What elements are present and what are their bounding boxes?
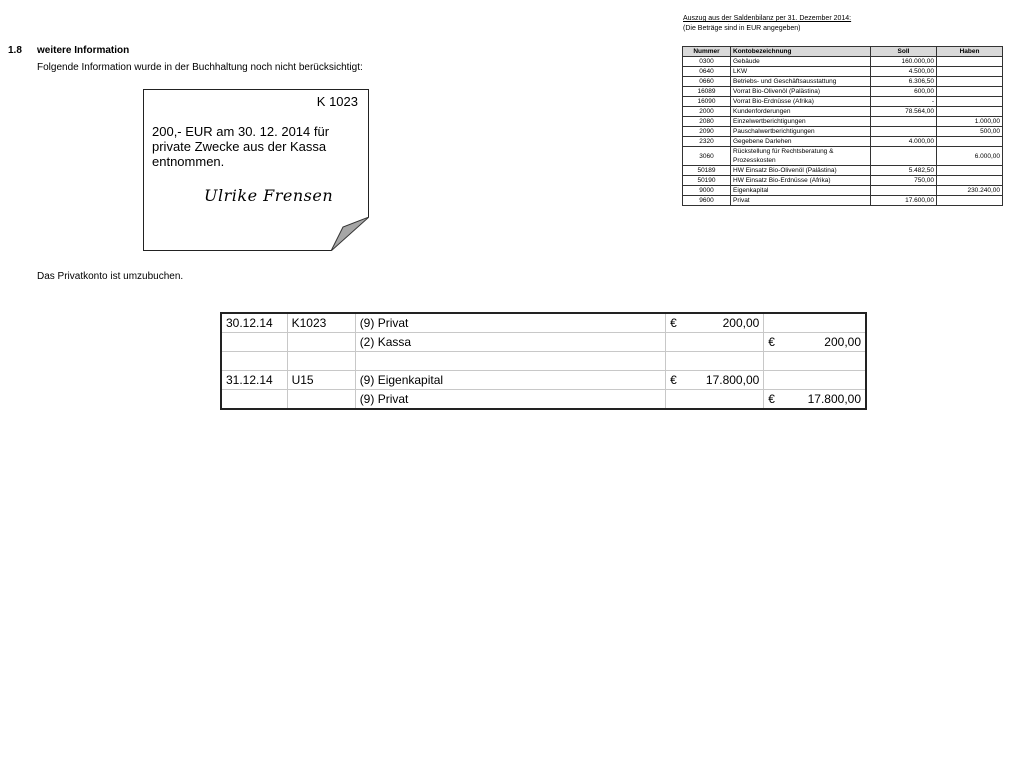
credit bbox=[764, 390, 866, 410]
journal-row bbox=[221, 313, 866, 333]
account-number: 50190 bbox=[683, 176, 731, 186]
credit-amount bbox=[937, 77, 1003, 87]
debit-amount bbox=[871, 186, 937, 196]
account: (2) Kassa bbox=[355, 333, 665, 352]
trial-balance-row bbox=[683, 166, 1003, 176]
account-number: 9600 bbox=[683, 196, 731, 206]
account-number: 3060 bbox=[683, 147, 731, 166]
trial-balance-row bbox=[683, 77, 1003, 87]
amount: 17.800,00 bbox=[705, 373, 760, 387]
column-header: Nummer bbox=[683, 47, 731, 57]
trial-balance-row bbox=[683, 147, 1003, 166]
account-name: Rückstellung für Rechtsberatung & Prozesskosten bbox=[731, 147, 871, 166]
account: (9) Eigenkapital bbox=[355, 371, 665, 390]
account-number: 0660 bbox=[683, 77, 731, 87]
voucher-number: U15 bbox=[287, 371, 355, 390]
credit bbox=[764, 313, 866, 333]
trial-balance-row bbox=[683, 67, 1003, 77]
receipt-note bbox=[143, 89, 369, 251]
trial-balance-row bbox=[683, 117, 1003, 127]
account-number: 2000 bbox=[683, 107, 731, 117]
account-number: 9000 bbox=[683, 186, 731, 196]
credit-amount bbox=[937, 166, 1003, 176]
account-name: HW Einsatz Bio-Olivenöl (Palästina) bbox=[731, 166, 871, 176]
credit-amount bbox=[937, 97, 1003, 107]
credit-amount bbox=[937, 176, 1003, 186]
debit bbox=[666, 371, 764, 390]
voucher-number: K1023 bbox=[287, 313, 355, 333]
account-name: Eigenkapital bbox=[731, 186, 871, 196]
debit-amount: 4.500,00 bbox=[871, 67, 937, 77]
intro-text: Folgende Information wurde in der Buchhaltung noch nicht berücksichtigt: bbox=[37, 62, 363, 73]
debit bbox=[666, 390, 764, 410]
credit-amount bbox=[937, 57, 1003, 67]
debit bbox=[666, 313, 764, 333]
debit-amount: 78.564,00 bbox=[871, 107, 937, 117]
credit-amount bbox=[937, 137, 1003, 147]
account-name: Gebäude bbox=[731, 57, 871, 67]
credit-amount bbox=[937, 87, 1003, 97]
account-number: 2080 bbox=[683, 117, 731, 127]
currency-symbol: € bbox=[768, 392, 775, 406]
debit-amount: 160.000,00 bbox=[871, 57, 937, 67]
trial-balance-row bbox=[683, 137, 1003, 147]
account-number: 16090 bbox=[683, 97, 731, 107]
journal-row bbox=[221, 333, 866, 352]
amount: 200,00 bbox=[722, 316, 760, 330]
debit-amount bbox=[871, 117, 937, 127]
account-name: Kundenforderungen bbox=[731, 107, 871, 117]
receipt-text: 200,- EUR am 30. 12. 2014 für private Zwecke aus der Kassa entnommen. bbox=[152, 124, 330, 169]
trial-balance-row bbox=[683, 97, 1003, 107]
account-number: 16089 bbox=[683, 87, 731, 97]
signature: Ulrike Frensen bbox=[204, 186, 334, 205]
account-number: 0640 bbox=[683, 67, 731, 77]
account-number: 2090 bbox=[683, 127, 731, 137]
trial-balance-caption-title: Auszug aus der Saldenbilanz per 31. Dezember 2014: bbox=[683, 15, 852, 22]
account-name: Gegebene Darlehen bbox=[731, 137, 871, 147]
trial-balance-row bbox=[683, 176, 1003, 186]
receipt-reference: K 1023 bbox=[316, 94, 358, 109]
entry-date bbox=[221, 352, 287, 371]
debit-amount: - bbox=[871, 97, 937, 107]
trial-balance-row bbox=[683, 127, 1003, 137]
debit-amount: 4.000,00 bbox=[871, 137, 937, 147]
amount: 17.800,00 bbox=[807, 392, 861, 406]
entry-date: 31.12.14 bbox=[221, 371, 287, 390]
section-number: 1.8 bbox=[8, 45, 22, 56]
currency-symbol: € bbox=[670, 373, 677, 387]
account-number: 50189 bbox=[683, 166, 731, 176]
column-header: Kontobezeichnung bbox=[731, 47, 871, 57]
account-name: HW Einsatz Bio-Erdnüsse (Afrika) bbox=[731, 176, 871, 186]
journal-row bbox=[221, 390, 866, 410]
debit-amount: 17.600,00 bbox=[871, 196, 937, 206]
debit bbox=[666, 333, 764, 352]
trial-balance-caption-note: (Die Beträge sind in EUR angegeben) bbox=[683, 25, 801, 32]
account-name: Privat bbox=[731, 196, 871, 206]
debit-amount bbox=[871, 147, 937, 166]
debit-amount: 5.482,50 bbox=[871, 166, 937, 176]
trial-balance-row bbox=[683, 196, 1003, 206]
voucher-number bbox=[287, 390, 355, 410]
debit-amount bbox=[871, 127, 937, 137]
journal-row bbox=[221, 352, 866, 371]
trial-balance-table bbox=[682, 46, 1003, 206]
credit bbox=[764, 352, 866, 371]
debit-amount: 6.306,50 bbox=[871, 77, 937, 87]
voucher-number bbox=[287, 333, 355, 352]
entry-date bbox=[221, 390, 287, 410]
section-title: weitere Information bbox=[37, 45, 130, 56]
account-name: Einzelwertberichtigungen bbox=[731, 117, 871, 127]
credit-amount bbox=[937, 67, 1003, 77]
account-name: LKW bbox=[731, 67, 871, 77]
journal-entries-table bbox=[220, 312, 867, 410]
trial-balance-row bbox=[683, 57, 1003, 67]
credit bbox=[764, 371, 866, 390]
debit-amount: 750,00 bbox=[871, 176, 937, 186]
column-header: Haben bbox=[937, 47, 1003, 57]
trial-balance-header-row bbox=[683, 47, 1003, 57]
currency-symbol: € bbox=[768, 335, 775, 349]
credit-amount bbox=[937, 107, 1003, 117]
debit bbox=[666, 352, 764, 371]
journal-row bbox=[221, 371, 866, 390]
credit-amount bbox=[937, 196, 1003, 206]
account-number: 0300 bbox=[683, 57, 731, 67]
credit-amount: 6.000,00 bbox=[937, 147, 1003, 166]
account: (9) Privat bbox=[355, 390, 665, 410]
account-name: Vorrat Bio-Olivenöl (Palästina) bbox=[731, 87, 871, 97]
currency-symbol: € bbox=[670, 316, 677, 330]
credit-amount: 1.000,00 bbox=[937, 117, 1003, 127]
trial-balance-row bbox=[683, 107, 1003, 117]
voucher-number bbox=[287, 352, 355, 371]
account: (9) Privat bbox=[355, 313, 665, 333]
trial-balance-caption bbox=[683, 14, 851, 34]
instruction-text: Das Privatkonto ist umzubuchen. bbox=[37, 271, 184, 282]
trial-balance-row bbox=[683, 87, 1003, 97]
account-name: Pauschalwertberichtigungen bbox=[731, 127, 871, 137]
account-name: Betriebs- und Geschäftsausstattung bbox=[731, 77, 871, 87]
account-name: Vorrat Bio-Erdnüsse (Afrika) bbox=[731, 97, 871, 107]
credit bbox=[764, 333, 866, 352]
entry-date: 30.12.14 bbox=[221, 313, 287, 333]
credit-amount: 500,00 bbox=[937, 127, 1003, 137]
page-curl-icon bbox=[331, 217, 369, 251]
amount: 200,00 bbox=[824, 335, 861, 349]
account-number: 2320 bbox=[683, 137, 731, 147]
credit-amount: 230.240,00 bbox=[937, 186, 1003, 196]
account bbox=[355, 352, 665, 371]
entry-date bbox=[221, 333, 287, 352]
debit-amount: 600,00 bbox=[871, 87, 937, 97]
trial-balance-row bbox=[683, 186, 1003, 196]
column-header: Soll bbox=[871, 47, 937, 57]
